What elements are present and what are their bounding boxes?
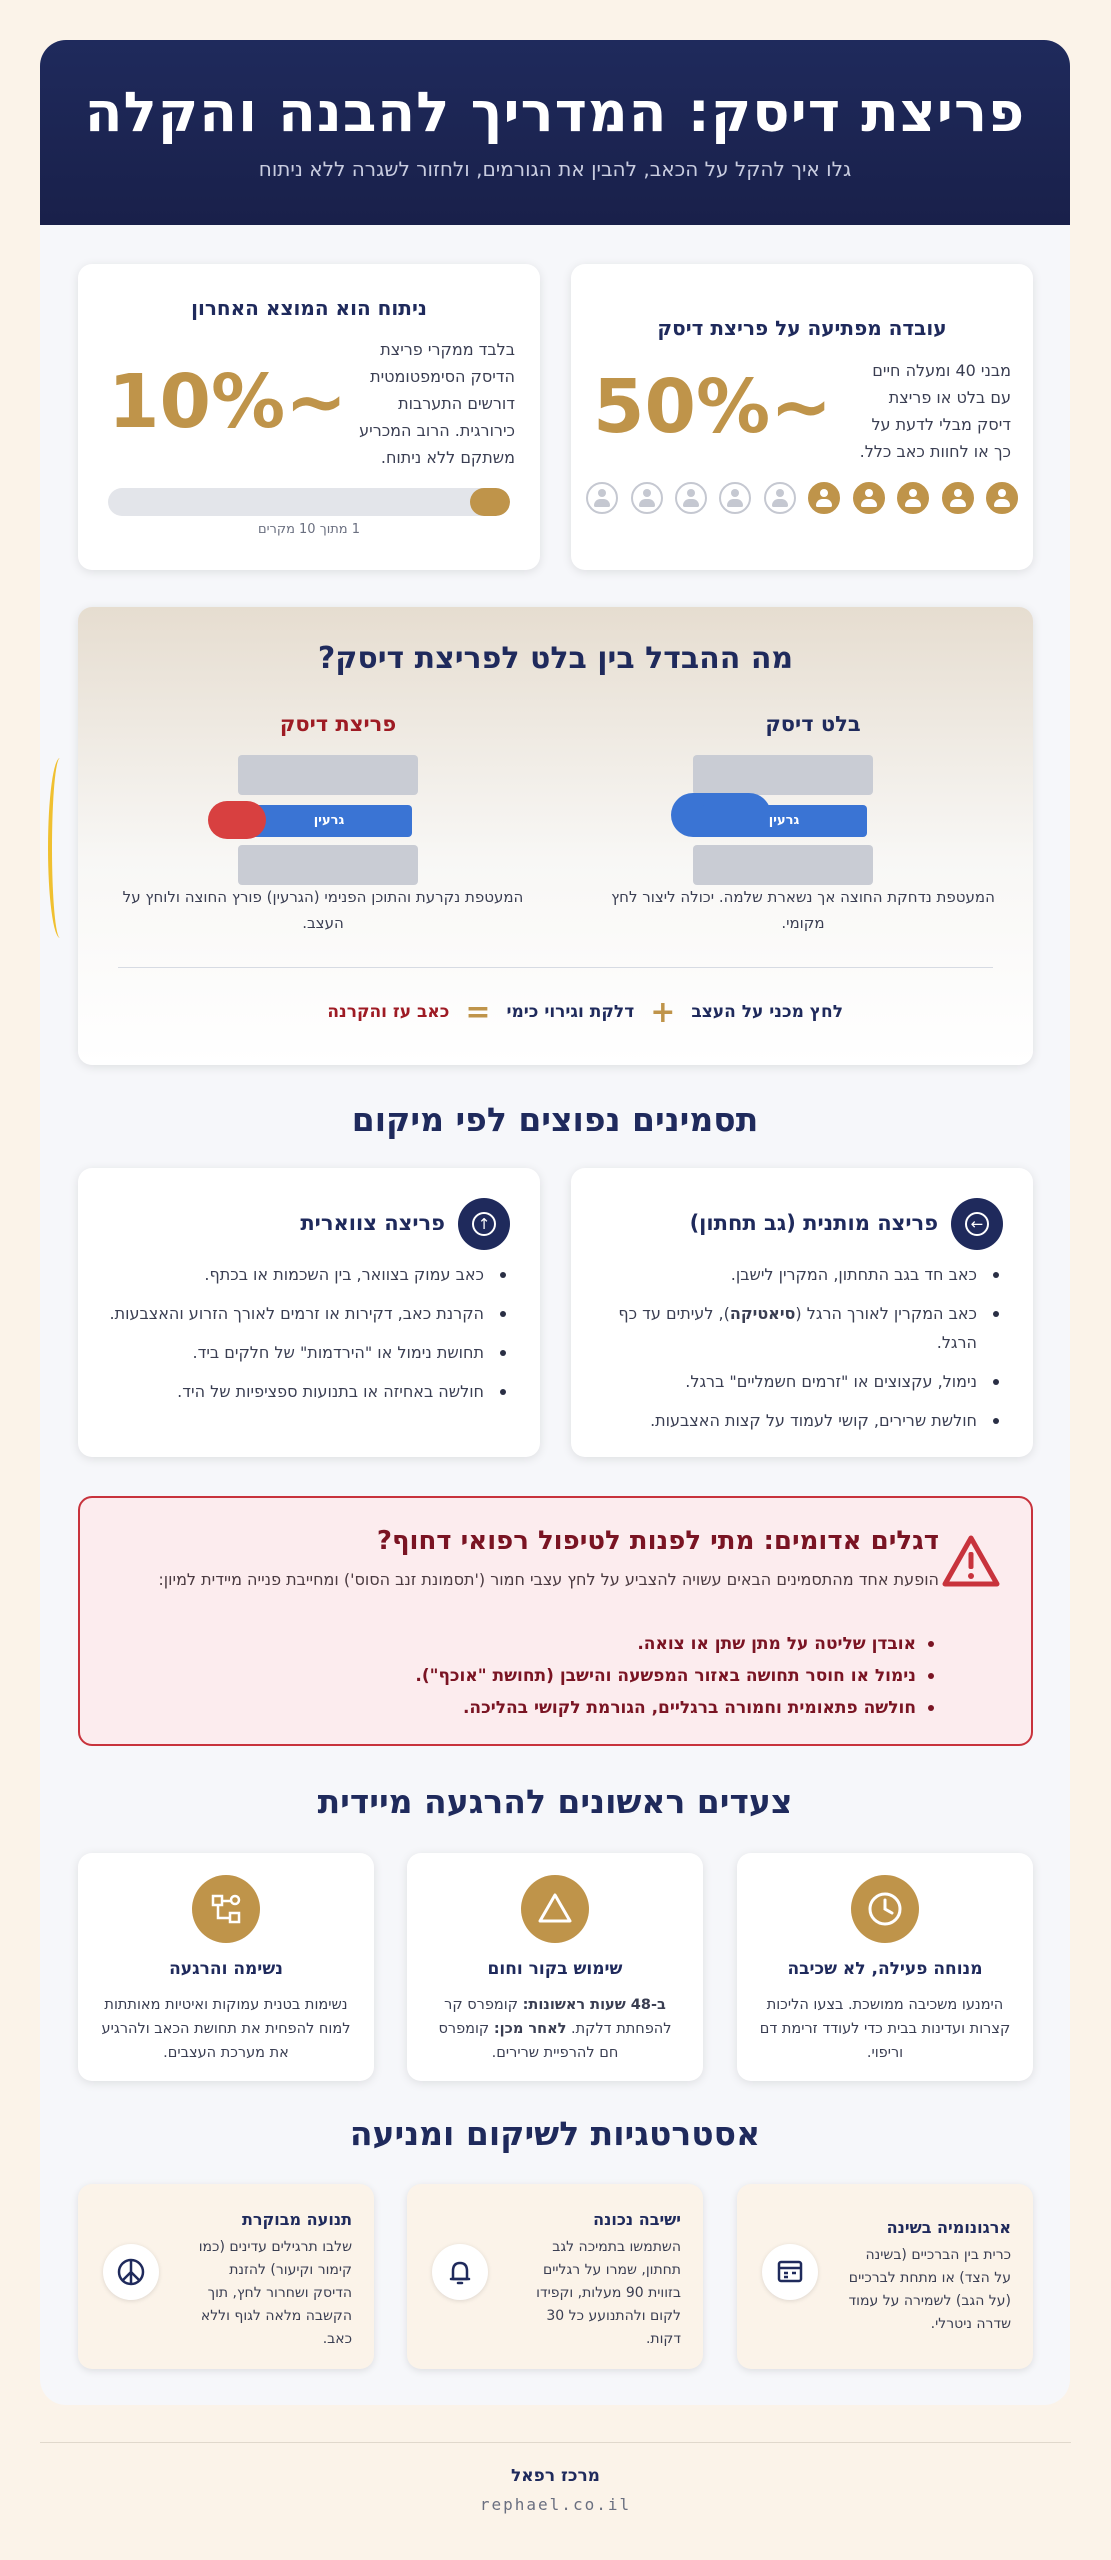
strategy-text: השתמשו בתמיכה לגב תחתון, שמרו על רגליים בזווית 90 מעלות, וקפידו לקום ולהתנועע כל 30 דקות.: [536, 2239, 681, 2347]
surgery-progress-bar: [108, 488, 510, 516]
arrow-up-circle-icon: ↑: [458, 1198, 510, 1250]
vertebra: [693, 845, 873, 885]
fact-card: [571, 264, 1033, 570]
step-text-part: קומפרס קר להפחתת דלקת.: [444, 1997, 672, 2037]
step-text-part: קומפרס חם להרפיית שרירים.: [438, 2021, 619, 2061]
strategy-card: [737, 2184, 1033, 2369]
surgery-progress-fill: [470, 488, 510, 516]
list-item: אובדן שליטה על מתן שתן או צואה.: [415, 1628, 936, 1660]
herniation-disk: [238, 755, 418, 887]
herniation-caption: המעטפת נקרעת והתוכן הפנימי (הגרעין) פורץ החוצה ולוחץ על העצב.: [122, 888, 524, 932]
people-row: [586, 482, 1018, 514]
vertebra: [238, 755, 418, 795]
person-icon-highlighted: [986, 482, 1018, 514]
infographic-sheet: [40, 40, 1070, 2405]
strategy-card: [78, 2184, 374, 2369]
list-item: תחושת נימול או "הירדמות" של חלקים ביד.: [108, 1338, 510, 1367]
plus-sign: +: [650, 994, 676, 1030]
calendar-icon: [762, 2244, 818, 2300]
warning-icon: [941, 1534, 1001, 1588]
footer-name: מרכז רפאל: [511, 2466, 600, 2486]
step-text: הימנעו משכיבה ממושכת. בצעו הליכות קצרות ועדינות בבית כדי לעודד זרימת דם וריפוי.: [759, 1997, 1011, 2061]
herniation-shape: [208, 801, 266, 839]
equation-part2: דלקת וגירוי כימי: [506, 1002, 635, 1022]
fact-percentage: 50%~: [593, 364, 833, 450]
list-item: כאב המקרין לאורך הרגל (סיאטיקה), לעיתים עד כף הרגל.: [601, 1299, 1003, 1357]
lumbar-card: [571, 1168, 1033, 1457]
list-item: חולשה באחיזה או בתנועות ספציפיות של היד.: [108, 1377, 510, 1406]
person-icon-highlighted: [853, 482, 885, 514]
strategies-title: אסטרטגיות לשיקום ומניעה: [349, 2114, 761, 2153]
vertebra: [693, 755, 873, 795]
list-item: נימול, עקצוצים או "זרמים חשמליים" ברגל.: [601, 1367, 1003, 1396]
red-flags-card: [78, 1496, 1033, 1746]
person-icon-highlighted: [897, 482, 929, 514]
step-text-bold: לאחר מכן:: [493, 2021, 567, 2037]
surgery-text: בלבד ממקרי פריצת הדיסק הסימפטומטית דורשים התערבות כירורגית. הרוב המכריע משתקם ללא ניתוח.: [359, 340, 515, 467]
page-subtitle: גלו איך להקל על הכאב, להבין את הגורמים, ולחזור לשגרה ללא ניתוח: [258, 156, 852, 181]
person-icon-highlighted: [808, 482, 840, 514]
strategy-text: שלבו תרגילים עדינים (כמו קימור וקיעור) להזנת הדיסק ושחרור לחץ, תוך הקשבה מלאה לגוף וללא כאב.: [198, 2239, 352, 2347]
herniation-title: פריצת דיסק: [279, 712, 397, 736]
lumbar-symptoms: [601, 1260, 1003, 1445]
equation-part1: לחץ מכני על העצב: [691, 1002, 843, 1022]
strategy-text: כרית בין הברכיים (בשינה על הצד) או מתחת לברכיים (על הגב) לשמירה על עמוד שדרה ניטרלי.: [848, 2247, 1011, 2332]
bell-icon: [432, 2244, 488, 2300]
step-text: [429, 1993, 681, 2065]
progress-caption: 1 מתוך 10 מקרים: [257, 522, 361, 537]
flow-icon: [192, 1875, 260, 1943]
accent-arc: [48, 758, 72, 938]
strategy-title: ישיבה נכונה: [593, 2210, 681, 2229]
strategy-card: [407, 2184, 703, 2369]
steps-title: צעדים ראשונים להרגעה מיידית: [317, 1782, 793, 1821]
arrow-left-circle-icon: ←: [951, 1198, 1003, 1250]
divider: [118, 967, 993, 968]
cervical-symptoms: [108, 1260, 510, 1416]
list-item: חולשת שרירים, קושי לעמוד על קצות האצבעות.: [601, 1406, 1003, 1435]
surgery-card: [78, 264, 540, 570]
bulge-caption: המעטפת נדחקת החוצה אך נשארת שלמה. יכולה ליצור לחץ מקומי.: [611, 888, 995, 932]
step-card: [78, 1853, 374, 2081]
clock-icon: [851, 1875, 919, 1943]
cervical-card: [78, 1168, 540, 1457]
list-item: כאב חד בגב התחתון, המקרין לישבן.: [601, 1260, 1003, 1289]
equation-row: [327, 992, 843, 1032]
fact-text: מבני 40 ומעלה חיים עם בלט או פריצת דיסק מבלי לדעת על כך או לחוות כאב כלל.: [859, 361, 1011, 461]
list-item: כאב עמוק בצוואר, בין השכמות או בכתף.: [108, 1260, 510, 1289]
red-flags-title: דגלים אדומים: מתי לפנות לטיפול רפואי דחוף?: [376, 1526, 939, 1556]
compare-card: [78, 607, 1033, 1065]
fact-title: עובדה מפתיעה על פריצת דיסק: [657, 316, 947, 340]
person-icon: [719, 482, 751, 514]
bulge-core: גרעין: [701, 805, 867, 837]
red-flags-list: [415, 1628, 936, 1724]
strategy-title: ארגונומיה בשינה: [886, 2218, 1011, 2237]
red-flags-text: הופעת אחד מהתסמינים הבאים עשויה להצביע על לחץ עצבי חמור ('תסמונת זנב הסוס') ומחייבת פנייה מיידית למיון:: [158, 1570, 939, 1589]
equals-sign: =: [465, 994, 491, 1030]
peace-icon: [103, 2244, 159, 2300]
compare-title: מה ההבדל בין בלט לפריצת דיסק?: [317, 641, 794, 676]
triangle-icon: [521, 1875, 589, 1943]
person-icon-highlighted: [942, 482, 974, 514]
header: [40, 40, 1070, 225]
strategy-title: תנועה מבוקרת: [241, 2210, 352, 2229]
step-text-bold: ב-48 שעות ראשונות:: [522, 1997, 666, 2013]
cervical-title: פריצה צווארית: [300, 1211, 445, 1235]
step-title: נשימה והרגעה: [169, 1959, 283, 1979]
person-icon: [675, 482, 707, 514]
locations-title: תסמינים נפוצים לפי מיקום: [351, 1100, 759, 1139]
vertebra: [238, 845, 418, 885]
step-text: נשימות בטנית עמוקות ואיטיות מאותתות למוח להפחית את תחושת הכאב ולהרגיע את מערכת העצבים.: [101, 1997, 351, 2061]
equation-result: כאב עז והקרנה: [327, 1002, 450, 1022]
person-icon: [764, 482, 796, 514]
footer-divider: [40, 2442, 1071, 2443]
person-icon: [631, 482, 663, 514]
person-icon: [586, 482, 618, 514]
step-title: מנוחה פעילה, לא שכיבה: [787, 1959, 983, 1979]
lumbar-title: פריצה מותנית (גב תחתון): [689, 1211, 938, 1235]
list-item: חולשה פתאומית וחמורה ברגליים, הגורמת לקושי בהליכה.: [415, 1692, 936, 1724]
list-item: נימול או חוסר תחושה באזור המפשעה והישבן (תחושת "אוכף").: [415, 1660, 936, 1692]
bulge-disk: [693, 755, 873, 887]
step-title: שימוש בקור וחום: [487, 1959, 623, 1979]
step-card: [737, 1853, 1033, 2081]
bulge-title: בלט דיסק: [765, 712, 861, 736]
surgery-title: ניתוח הוא המוצא האחרון: [191, 296, 427, 320]
list-item: הקרנת כאב, דקירות או זרמים לאורך הזרוע והאצבעות.: [108, 1299, 510, 1328]
herniation-core: גרעין: [246, 805, 412, 837]
step-card: [407, 1853, 703, 2081]
surgery-percentage: 10%~: [108, 359, 348, 445]
page-title: פריצת דיסק: המדריך להבנה והקלה: [84, 80, 1026, 144]
footer-site: rephael.co.il: [479, 2495, 632, 2514]
